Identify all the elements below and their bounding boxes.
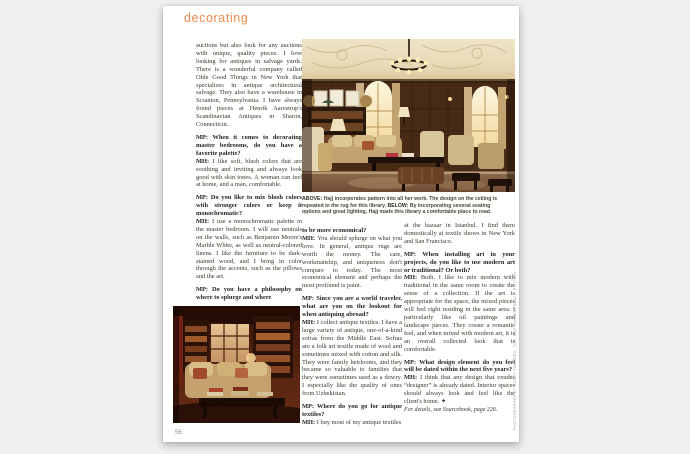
- photo-credit: PHOTOGRAPHED BY SCOTT FRANCES, TOP; AND GORDON BEALL, BOTTOM: [513, 271, 517, 430]
- library-photo-top-art: [302, 39, 515, 192]
- caption-lead: BELOW:: [386, 202, 410, 209]
- vignette: [173, 306, 179, 423]
- window: [211, 324, 249, 362]
- photo-caption: [302, 196, 508, 216]
- basket-right: [360, 95, 372, 107]
- interview-question: to be more economical?: [302, 227, 367, 234]
- text-column-3: [404, 222, 515, 415]
- caption-lead: ABOVE:: [302, 196, 324, 202]
- library-photo-bottom-art: [173, 306, 300, 423]
- caption-text: By incorporating several seating options and great lighting, Hajj made this library a comfortable place to read.: [302, 202, 492, 216]
- library-photo-top: [302, 39, 515, 192]
- interview-answer: MH: I like soft, blush colors that are soothing and inviting and always look good with skin tones. A woman can feel at home, and a man, comfortable.: [196, 157, 302, 189]
- interview-answer: MH: I think that any design that exudes “designer” is already dated. Interior spaces should always look and feel like the client's home. ✦: [404, 374, 515, 406]
- interview-question: MP: When installing art in your projects, do you like to use modern art or traditional? Or both?: [404, 250, 515, 274]
- interview-question: MP: Since you are a world traveler, what are you on the lookout for when antiquing abroad?: [302, 295, 402, 319]
- library-photo-bottom: [173, 306, 300, 423]
- interview-answer: auctions but also look for any auctions with unique, quality pieces. I love looking for antiques in salvage yards. There is a wonderful company called Olde Good Things in New York that specializes in antique architectural salvage. They also have a warehouse in Scranton, Pennsylvania. I have always found pieces at Henrik Aarestrup's Scandinavian Antiques in Sharon, Connecticut.: [196, 42, 302, 129]
- section-label: decorating: [184, 11, 249, 25]
- interview-answer: MH: You should splurge on what you love. In general, antique rugs are worth the money. The care, workmanship, and uniqueness don't compare to today. The most economical element and perhaps the most profound is paint.: [302, 234, 403, 290]
- cornice: [302, 79, 515, 83]
- interview-answer: For details, see Sourcebook, page 226.: [404, 406, 498, 413]
- text-column-2: [302, 222, 402, 427]
- text-column-1: [196, 42, 302, 302]
- interview-answer: MH: Both. I like to mix modern with traditional in the same room to create the sense of a collection. If the art is appropriate for the space, the mixed pieces will feel right residing in the same area. I particularly like oil paintings and landscape pieces. They create a romantic feel, and when mixed with modern art, it is an overall collected look that is comfortable.: [404, 274, 516, 353]
- interview-question: MP: Where do you go for antique textiles?: [302, 403, 402, 418]
- interview-question: MP: When it comes to decorating master bedrooms, do you have a favorite palette?: [196, 133, 302, 157]
- lamp-glow: [246, 353, 256, 363]
- interview-answer: at the bazaar in Istanbul. I find them domestically at textile shows in New York and San Francisco.: [404, 222, 515, 245]
- page-number: 56: [175, 430, 182, 436]
- vignette-right: [507, 79, 515, 192]
- magazine-page: [163, 6, 519, 442]
- interview-answer: MH: I use a monochromatic palette in the master bedroom. I will use neutrals on the walls, such as Benjamin Moore's Marble White, as well as neutral-colored linens. I like the furniture to be dark-stained wood, and I bring in color through the accents, such as the pillows and the art.: [196, 218, 302, 281]
- interview-answer: MH: I buy most of my antique textiles: [302, 418, 402, 426]
- vignette-left: [302, 79, 312, 192]
- interview-question: MP: Do you have a philosophy on where to splurge and where: [196, 286, 302, 302]
- framed-prints: [314, 90, 359, 106]
- interview-question: MP: Do you like to mix blush colors with stronger colors or keep it monochromatic?: [196, 194, 302, 218]
- interview-answer: MH: I collect antique textiles. I have a large variety of antique, one-of-a-kind sofras from the Middle East. Sofras are a folk art textile made of wool and sometimes mixed with cotton and silk. They were family heirlooms, and they became so valuable to families that they were sometimes used as a dowry. I especially like the quality of ones from Uzbekistan.: [302, 318, 403, 398]
- interview-question: MP: What design element do you feel will be dated within the next five years?: [404, 358, 515, 374]
- caption-text: Hajj incorporates pattern into all her work. The design on the ceiling is repeated in the rug for this library.: [302, 196, 498, 209]
